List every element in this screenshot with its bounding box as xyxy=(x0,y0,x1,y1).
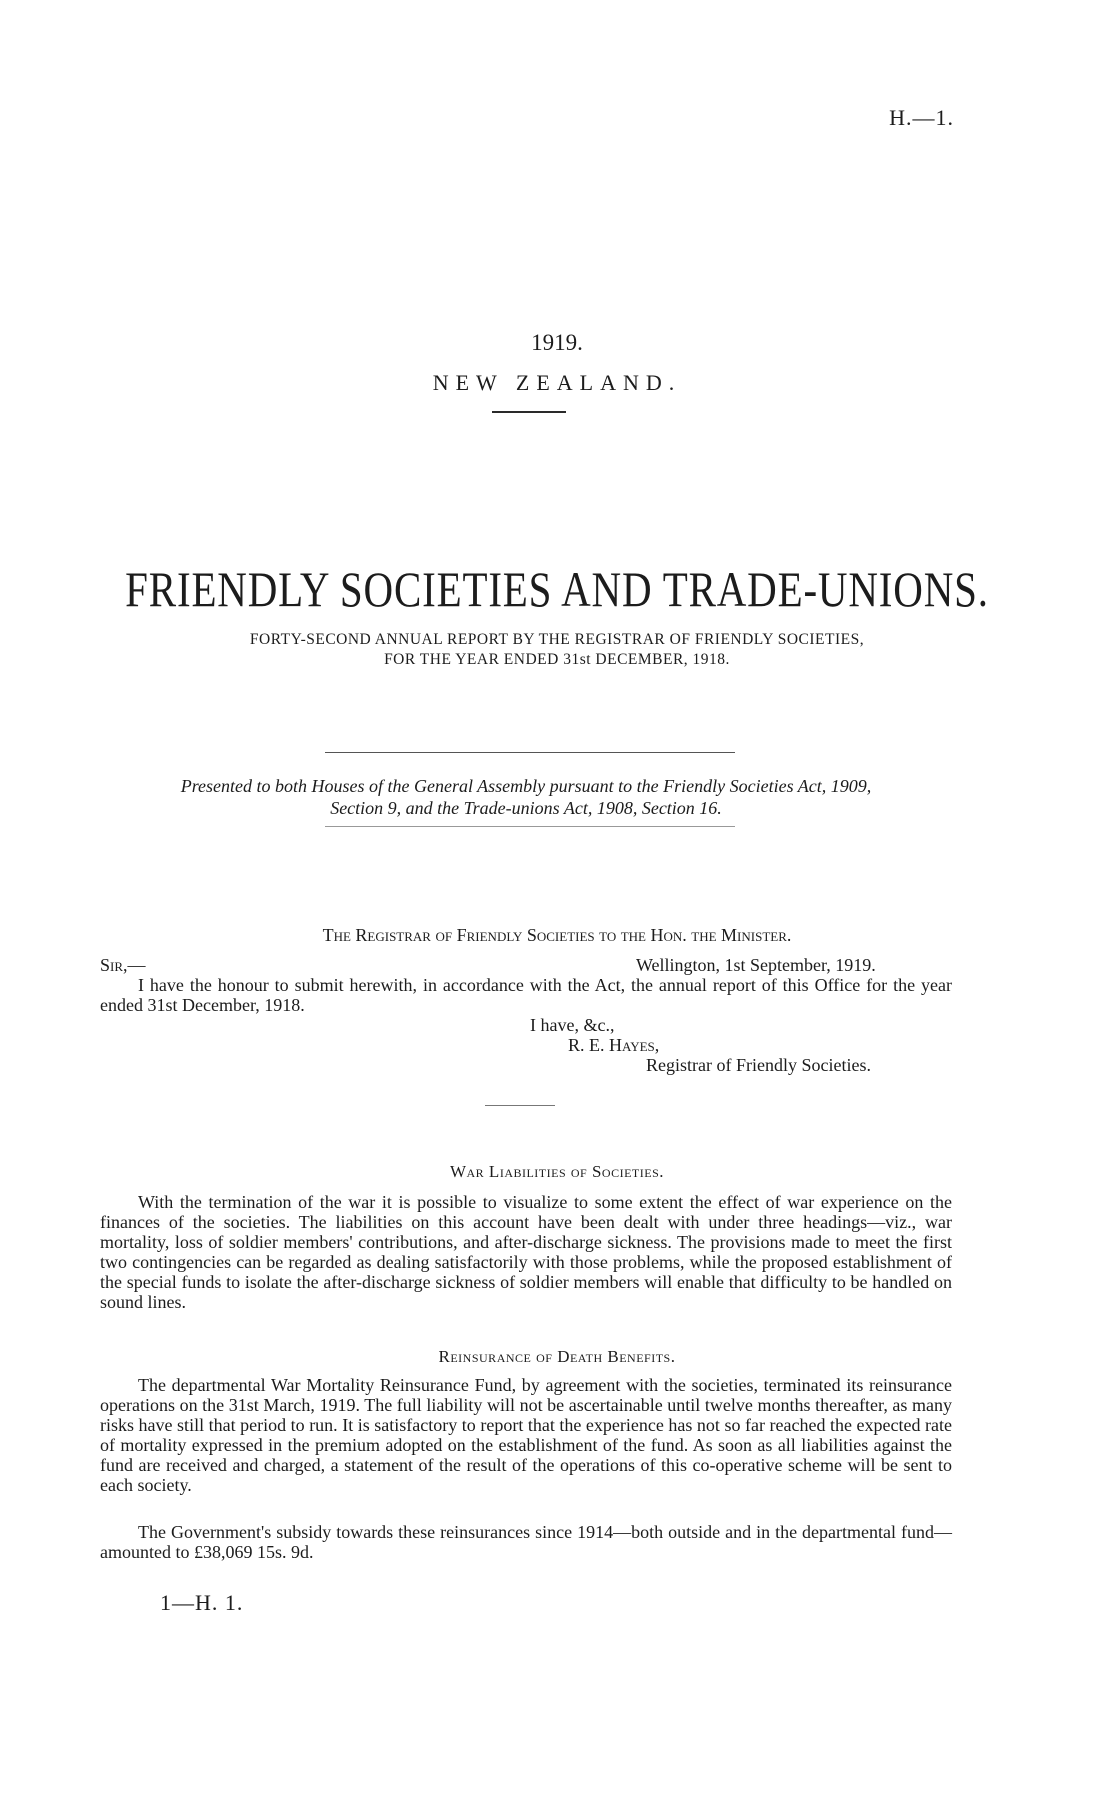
presentation-line-2: Section 9, and the Trade-unions Act, 1908, Section 16. xyxy=(330,798,722,818)
subtitle-line-2: FOR THE YEAR ENDED 31st DECEMBER, 1918. xyxy=(384,651,730,668)
divider-rule xyxy=(485,1105,555,1106)
publication-year: 1919. xyxy=(531,330,583,355)
letter-signatory-title: Registrar of Friendly Societies. xyxy=(646,1055,871,1075)
presentation-line-1: Presented to both Houses of the General Assembly pursuant to the Friendly Societies Act, 1909, xyxy=(180,776,872,796)
section-heading-reinsurance: Reinsurance of Death Benefits. xyxy=(438,1347,676,1366)
divider-rule xyxy=(492,411,566,413)
letter-salutation: Sir,— xyxy=(100,955,146,975)
subtitle-line-1: FORTY-SECOND ANNUAL REPORT BY THE REGISTRAR OF FRIENDLY SOCIETIES, xyxy=(249,631,865,648)
report-subtitle xyxy=(0,630,1114,670)
divider-rule xyxy=(325,752,735,753)
report-title: FRIENDLY SOCIETIES AND TRADE-UNIONS. xyxy=(125,561,989,617)
divider-rule xyxy=(325,826,735,827)
letter-closing: I have, &c., xyxy=(530,1015,615,1035)
letter-place-date: Wellington, 1st September, 1919. xyxy=(636,955,876,975)
country-heading: NEW ZEALAND. xyxy=(432,370,682,395)
section-heading-war-liabilities: War Liabilities of Societies. xyxy=(449,1162,665,1181)
presentation-note xyxy=(100,775,952,819)
letter-heading: The Registrar of Friendly Societies to the Hon. the Minister. xyxy=(322,925,792,945)
section-paragraph: The Government's subsidy towards these reinsurances since 1914—both outside and in the departmental fund—amounted to £38,069 15s. 9d. xyxy=(100,1522,952,1562)
page-reference: 1—H. 1. xyxy=(160,1590,244,1615)
document-reference: H.—1. xyxy=(889,105,954,130)
letter-signatory: R. E. Hayes, xyxy=(568,1035,660,1055)
letter-body: I have the honour to submit herewith, in accordance with the Act, the annual report of this Office for the year ended 31st December, 1918. xyxy=(100,975,952,1015)
section-paragraph: The departmental War Mortality Reinsurance Fund, by agreement with the societies, terminated its reinsurance operations on the 31st March, 1919. The full liability will not be ascertainable until twelve months thereafter, as many risks have still that period to run. It is satisfactory to report that the experience has not so far reached the expected rate of mortality expressed in the premium adopted on the establishment of the fund. As soon as all liabilities against the fund are received and charged, a statement of the result of the operations of this co-operative scheme will be sent to each society. xyxy=(100,1375,952,1495)
section-paragraph: With the termination of the war it is possible to visualize to some extent the effect of war experience on the finances of the societies. The liabilities on this account have been dealt with under three headings—viz., war mortality, loss of soldier members' contributions, and after-discharge sickness. The provisions made to meet the first two contingencies can be regarded as dealing satisfactorily with those problems, while the proposed establishment of the special funds to isolate the after-discharge sickness of soldier members will enable that difficulty to be handled on sound lines. xyxy=(100,1192,952,1312)
